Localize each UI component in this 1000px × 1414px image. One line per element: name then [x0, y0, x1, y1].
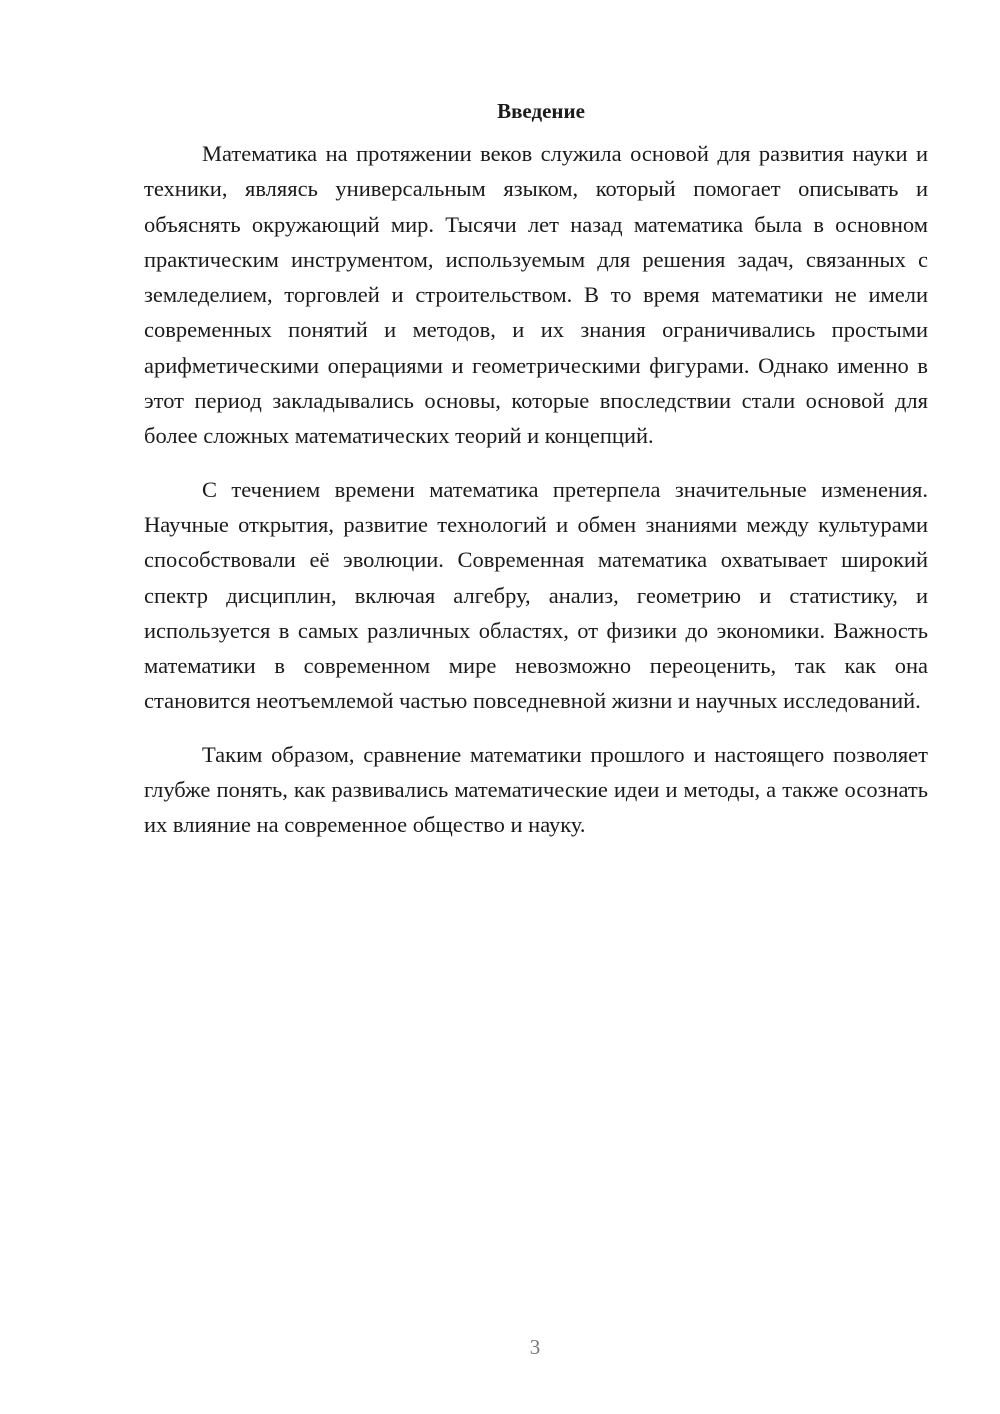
paragraph-2: С течением времени математика претерпела значительные изменения. Научные открытия, развитие технологий и обмен знаниями между культурами способствовали её эволюции. Современная математика охватывает широкий спектр дисциплин, включая алгебру, анализ, геометрию и статистику, и используется в самых различных областях, от физики до экономики. Важность математики в современном мире невозможно переоценить, так как она становится неотъемлемой частью повседневной жизни и научных исследований. [144, 476, 928, 714]
page-content [144, 96, 928, 861]
page-title: Введение [497, 99, 585, 123]
paragraph-1: Математика на протяжении веков служила основой для развития науки и техники, являясь универсальным языком, который помогает описывать и объяснять окружающий мир. Тысячи лет назад математика была в основном практическим инструментом, используемым для решения задач, связанных с земледелием, торговлей и строительством. В то время математики не имели современных понятий и методов, и их знания ограничивались простыми арифметическими операциями и геометрическими фигурами. Однако именно в этот период закладывались основы, которые впоследствии стали основой для более сложных математических теорий и концепций. [144, 141, 928, 449]
page-number: 3 [529, 1335, 541, 1359]
paragraph-3: Таким образом, сравнение математики прошлого и настоящего позволяет глубже понять, как развивались математические идеи и методы, а также осознать их влияние на современное общество и науку. [144, 741, 928, 838]
